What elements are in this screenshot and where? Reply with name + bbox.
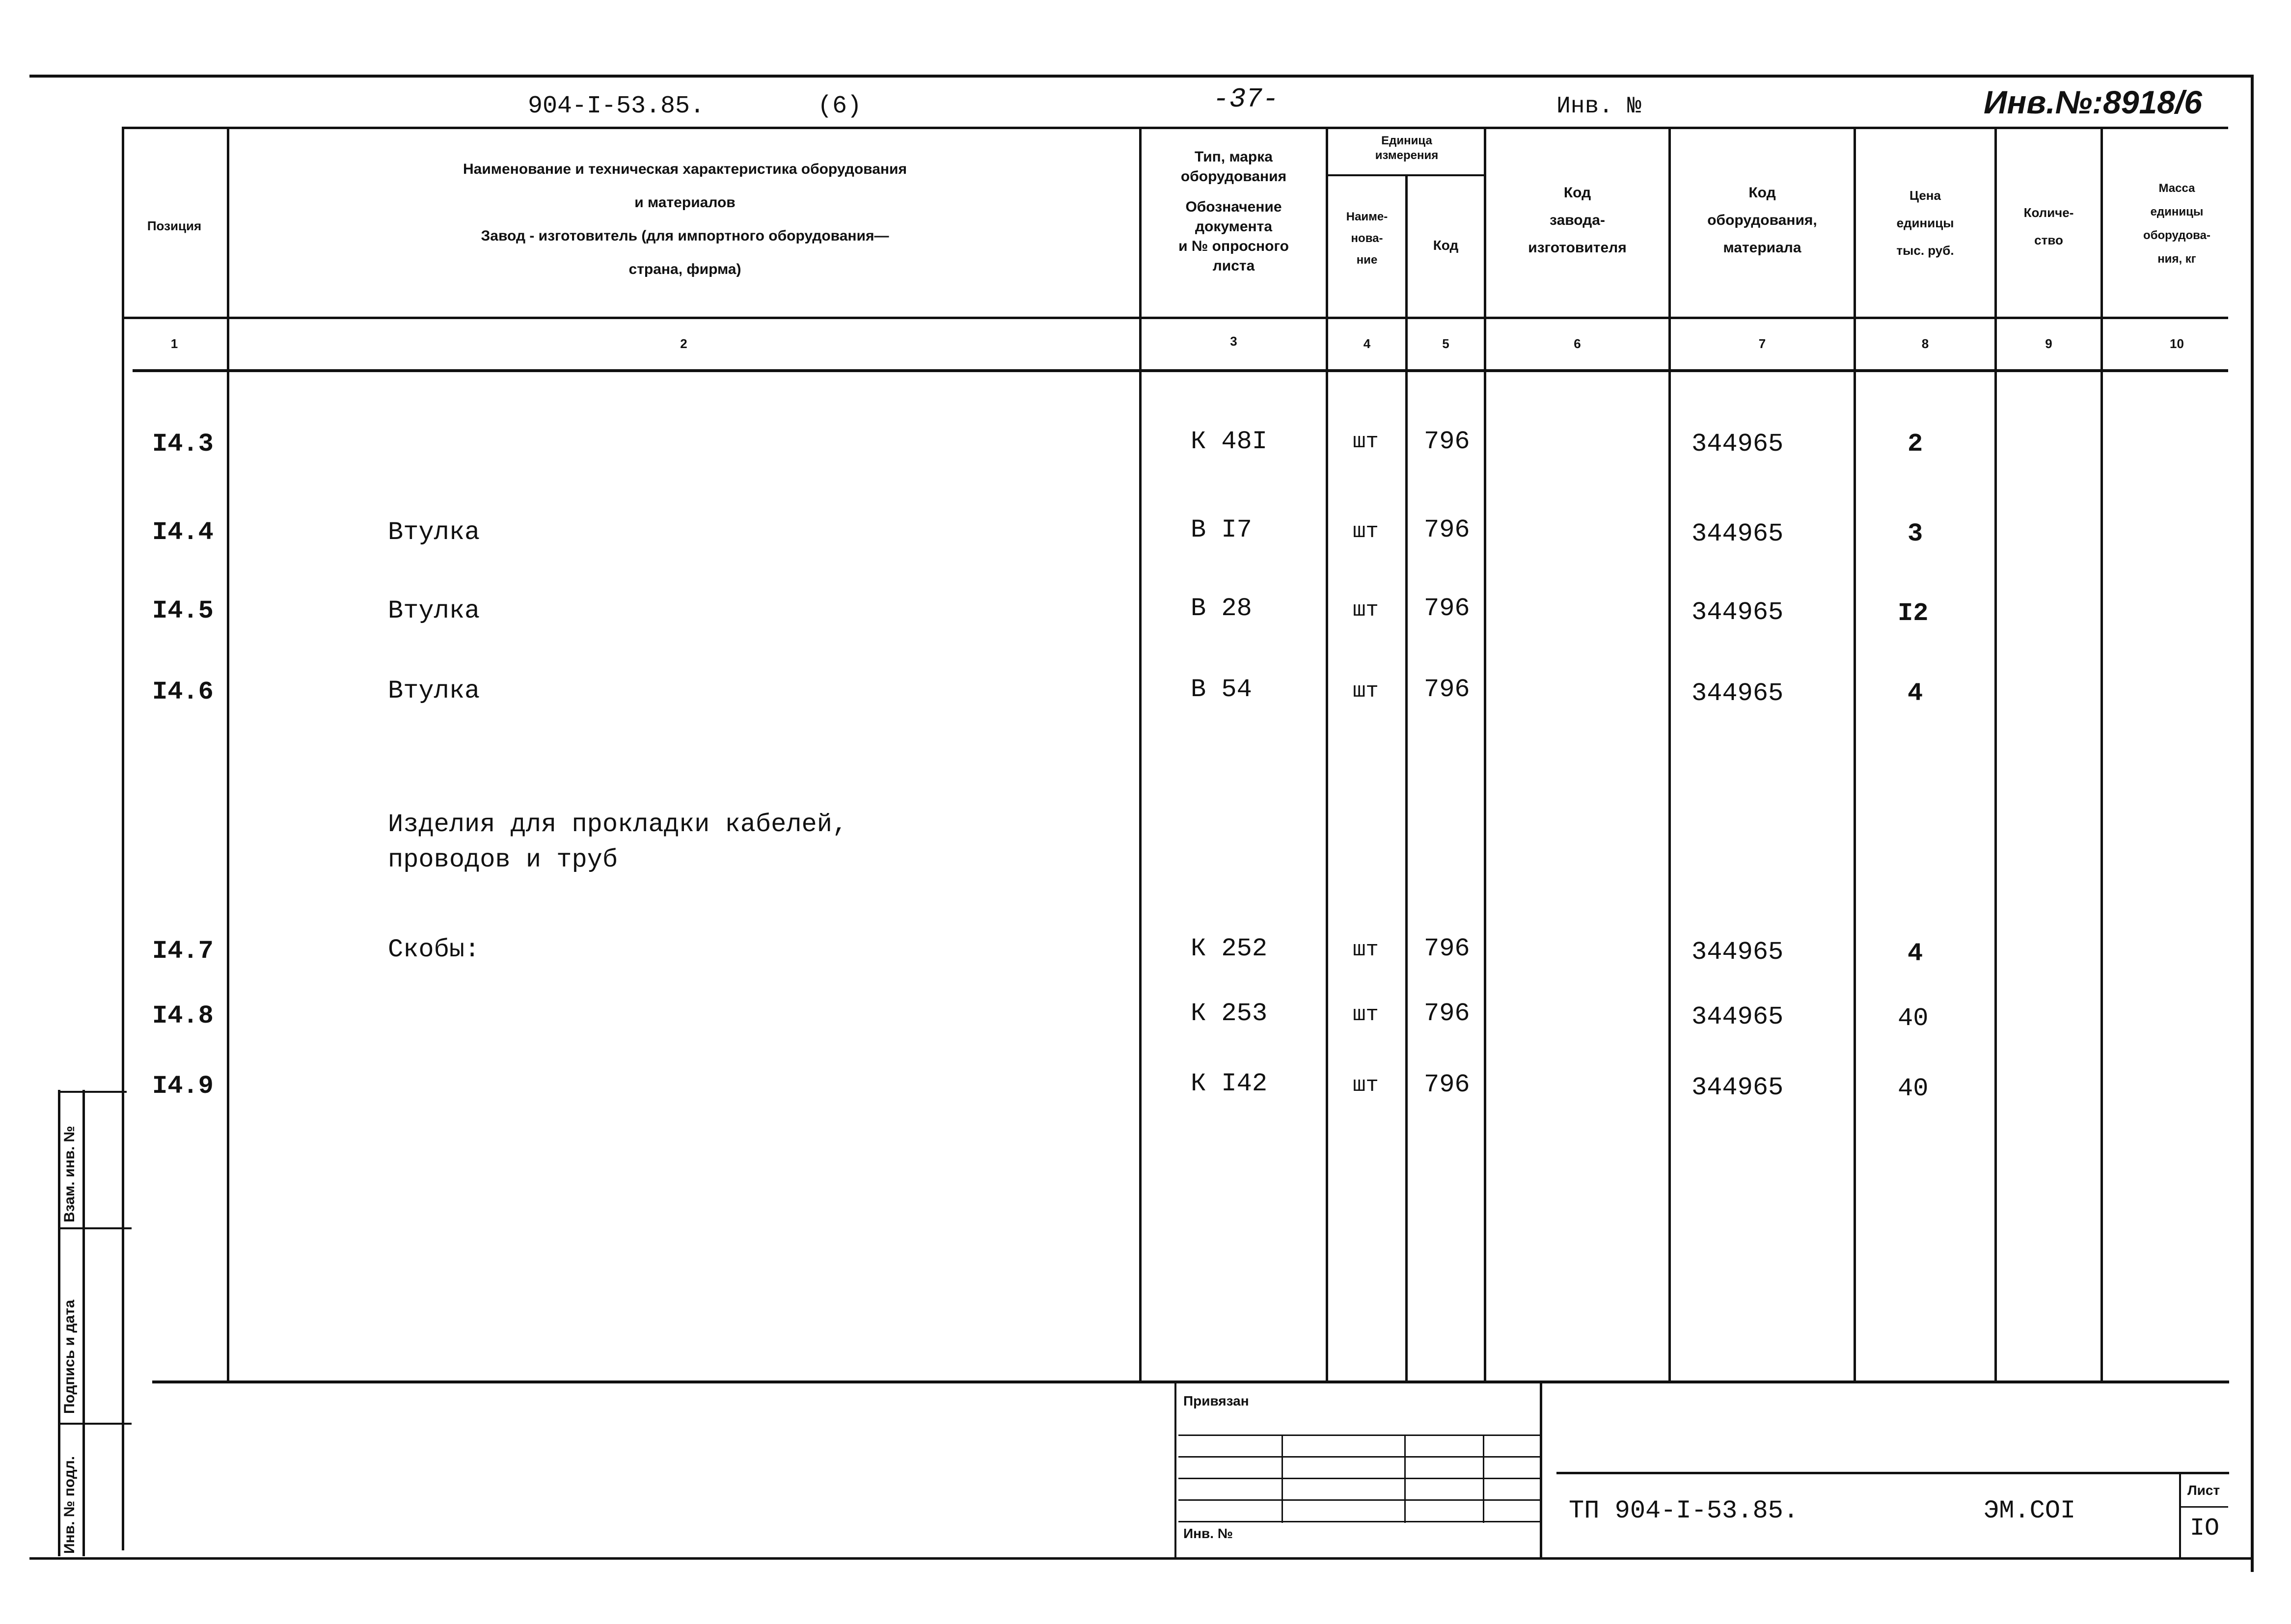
- header-col3-line2: оборудования: [1180, 168, 1287, 185]
- row-code: 344965: [1691, 519, 1784, 548]
- header-col4-line3: ние: [1356, 253, 1378, 267]
- row-type: В I7: [1191, 515, 1252, 544]
- stamp-row-line-4: [1178, 1499, 1542, 1501]
- header-col3-line3: Обозначение: [1185, 199, 1282, 215]
- stamp-sheet-label: Лист: [2187, 1483, 2220, 1498]
- header-col3-line4: документа: [1195, 218, 1273, 235]
- side-line-2: [58, 1227, 132, 1229]
- stamp-col-line-1: [1282, 1435, 1283, 1523]
- header-col2-line1: Наименование и техническая характеристика оборудования: [463, 161, 907, 177]
- header-col7: [1671, 179, 1854, 262]
- row-type: К 252: [1191, 934, 1268, 963]
- row-unit-code: 796: [1424, 427, 1470, 456]
- header-col2-line3: Завод - изготовитель (для импортного оборудования—: [481, 228, 889, 244]
- side-left-line: [58, 1090, 60, 1556]
- col-line-1: [227, 127, 229, 1383]
- col-number: 6: [1574, 336, 1581, 351]
- row-price: 4: [1908, 939, 1923, 968]
- stamp-col-line-3: [1483, 1435, 1484, 1523]
- col-number: 1: [170, 336, 178, 351]
- sheet-box-mid-line: [2179, 1506, 2228, 1508]
- header-col10-line3: оборудова-: [2143, 229, 2210, 242]
- stamp-left-line: [1174, 1380, 1176, 1557]
- row-unit-code: 796: [1424, 675, 1470, 704]
- bottom-border: [29, 1557, 2254, 1560]
- row-type: К 253: [1191, 999, 1268, 1028]
- col-number: 4: [1363, 336, 1371, 351]
- row-unit: шт: [1353, 938, 1379, 962]
- table-end-line: [152, 1380, 2229, 1383]
- side-label-orig-inv: Инв. № подл.: [61, 1456, 78, 1554]
- header-col6-line2: завода-: [1550, 212, 1605, 228]
- header-col10-line4: ния, кг: [2157, 252, 2196, 266]
- header-col10-line1: Масса: [2158, 182, 2195, 195]
- row-name: Втулка: [388, 518, 480, 547]
- header-col4-line1: Наиме-: [1346, 210, 1388, 223]
- sheet-box-left-line: [2179, 1473, 2181, 1557]
- stamp-doc-code: ТП 904-I-53.85.: [1569, 1496, 1799, 1525]
- col-line-3: [1326, 127, 1328, 1383]
- stamp-sheet-number: IO: [2190, 1515, 2220, 1543]
- row-price: I2: [1898, 599, 1929, 628]
- col-number: 5: [1442, 336, 1449, 351]
- header-col3-line1: Тип, марка: [1195, 149, 1273, 165]
- row-name: Втулка: [388, 596, 480, 625]
- row-position: I4.6: [152, 677, 214, 706]
- row-price: 4: [1908, 679, 1923, 708]
- row-unit-code: 796: [1424, 515, 1470, 544]
- header-col4: [1328, 206, 1406, 271]
- header-col3-line5: и № опросного: [1178, 238, 1289, 254]
- numbers-bottom-line: [133, 369, 2228, 372]
- page-number: -37-: [1213, 83, 1279, 115]
- header-col8-line2: единицы: [1896, 216, 1954, 230]
- header-col9-line1: Количе-: [2023, 205, 2074, 220]
- stamp-attached-label: Привязан: [1183, 1393, 1249, 1408]
- row-unit: шт: [1353, 1073, 1379, 1098]
- side-line-3: [58, 1423, 132, 1425]
- row-code: 344965: [1691, 1073, 1784, 1102]
- row-price: 3: [1908, 519, 1923, 548]
- row-code: 344965: [1691, 1002, 1784, 1031]
- row-unit: шт: [1353, 679, 1379, 704]
- row-unit: шт: [1353, 430, 1379, 454]
- section-title-line2: проводов и труб: [388, 845, 618, 874]
- header-col7-line1: Код: [1748, 185, 1776, 201]
- part-number: (6): [818, 92, 862, 120]
- row-name: Втулка: [388, 677, 480, 705]
- col-line-5: [1484, 127, 1486, 1383]
- stamp-mid-line: [1540, 1380, 1542, 1557]
- header-col8-line3: тыс. руб.: [1896, 243, 1954, 258]
- header-col2-line4: страна, фирма): [628, 261, 741, 277]
- col-number: 7: [1758, 336, 1766, 351]
- stamp-row-line-2: [1178, 1456, 1542, 1458]
- doc-code: 904-I-53.85.: [528, 92, 705, 120]
- header-col6-line1: Код: [1563, 185, 1591, 201]
- col-line-2: [1139, 127, 1142, 1383]
- header-col5: Код: [1433, 238, 1459, 253]
- stamp-row-line-5: [1178, 1521, 1542, 1522]
- row-price: 2: [1908, 430, 1923, 459]
- row-unit: шт: [1353, 598, 1379, 623]
- row-name: Скобы:: [388, 935, 480, 964]
- header-col8-line1: Цена: [1909, 188, 1941, 203]
- section-title-line1: Изделия для прокладки кабелей,: [388, 810, 848, 839]
- col-line-7: [1854, 127, 1856, 1383]
- stamp-inv-label: Инв. №: [1183, 1526, 1233, 1541]
- row-price: 40: [1898, 1004, 1929, 1033]
- header-col2: [231, 160, 1139, 279]
- row-unit-code: 796: [1424, 999, 1470, 1028]
- row-code: 344965: [1691, 598, 1784, 627]
- header-col3: [1142, 147, 1326, 276]
- row-type: К 48I: [1191, 427, 1268, 456]
- header-col7-line2: оборудования,: [1707, 212, 1817, 228]
- header-col7-line3: материала: [1723, 240, 1801, 256]
- col-line-6: [1668, 127, 1671, 1383]
- header-col2-line2: и материалов: [634, 194, 736, 211]
- row-price: 40: [1898, 1074, 1929, 1103]
- row-position: I4.7: [152, 937, 214, 966]
- row-unit-code: 796: [1424, 934, 1470, 963]
- header-col3-line6: листа: [1212, 258, 1255, 274]
- inv-label: Инв. №: [1556, 93, 1641, 120]
- header-col1: Позиция: [147, 218, 202, 233]
- right-border: [2251, 75, 2254, 1572]
- stamp-sheet-code: ЭМ.СОI: [1984, 1496, 2076, 1525]
- header-col8: [1856, 182, 1994, 264]
- side-label-replace-inv: Взам. инв. №: [61, 1126, 78, 1222]
- col-line-4: [1405, 174, 1408, 1383]
- row-type: В 54: [1191, 675, 1252, 704]
- title-block-top-line: [1556, 1472, 2229, 1474]
- header-col9-line2: ство: [2034, 233, 2063, 247]
- header-col6: [1486, 179, 1668, 262]
- header-unit-group-line2: измерения: [1375, 149, 1439, 162]
- row-unit-code: 796: [1424, 594, 1470, 623]
- col-number: 10: [2170, 336, 2184, 351]
- col-line-8: [1994, 127, 1997, 1383]
- col-line-9: [2100, 127, 2103, 1383]
- row-position: I4.8: [152, 1001, 214, 1030]
- top-border: [29, 75, 2254, 78]
- row-unit: шт: [1353, 1002, 1379, 1027]
- row-position: I4.9: [152, 1072, 214, 1101]
- row-code: 344965: [1691, 938, 1784, 967]
- row-position: I4.5: [152, 596, 214, 625]
- stamp-row-line-3: [1178, 1478, 1542, 1479]
- side-inner-line: [82, 1090, 85, 1556]
- header-top-line: [122, 127, 2228, 129]
- row-type: К I42: [1191, 1069, 1268, 1098]
- header-bottom-line: [122, 317, 2228, 319]
- side-label-signature-date: Подпись и дата: [61, 1299, 78, 1414]
- header-col4-line2: нова-: [1351, 232, 1383, 245]
- header-col10: [2103, 177, 2251, 271]
- row-position: I4.4: [152, 518, 214, 547]
- stamp-row-line-1: [1178, 1435, 1542, 1436]
- row-unit: шт: [1353, 519, 1379, 544]
- header-col9: [1997, 199, 2100, 254]
- col-number: 2: [680, 336, 687, 351]
- row-code: 344965: [1691, 679, 1784, 708]
- col-number: 8: [1921, 336, 1929, 351]
- row-type: В 28: [1191, 594, 1252, 623]
- header-unit-group: [1328, 134, 1485, 163]
- col-number: 3: [1230, 334, 1237, 349]
- col-number: 9: [2045, 336, 2052, 351]
- header-col6-line3: изготовителя: [1528, 240, 1627, 256]
- stamp-col-line-2: [1404, 1435, 1406, 1523]
- row-position: I4.3: [152, 430, 214, 459]
- header-unit-group-line1: Единица: [1381, 134, 1432, 147]
- side-line-1: [58, 1091, 127, 1093]
- row-code: 344965: [1691, 430, 1784, 459]
- header-col10-line2: единицы: [2150, 205, 2204, 218]
- row-unit-code: 796: [1424, 1070, 1470, 1099]
- inv-stamp: Инв.№:8918/6: [1984, 84, 2203, 120]
